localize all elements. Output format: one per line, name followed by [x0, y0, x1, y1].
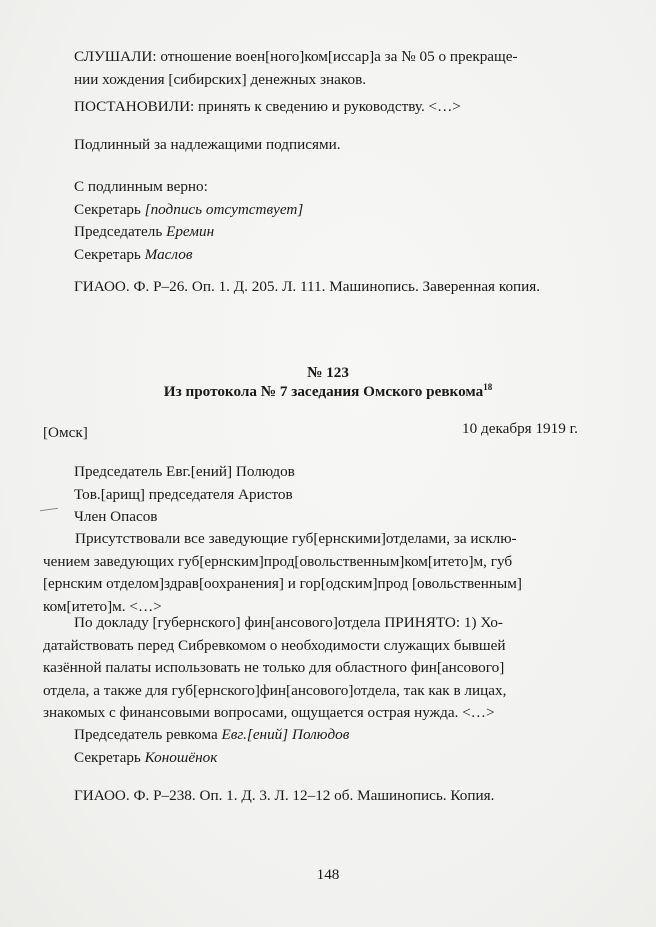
signature-revcom-secretary: Секретарь Коношёнок — [74, 748, 218, 766]
signature-revcom-chairman-name: Евг.[ений] Полюдов — [221, 726, 350, 743]
attendee-1: Председатель Евг.[ений] Полюдов — [74, 463, 295, 480]
document-title: Из протокола № 7 заседания Омского ревкома$^{18}$ — [163, 381, 493, 400]
certified-label: С подлинным верно: — [74, 178, 208, 195]
attendee-3: Член Опасов — [74, 508, 158, 526]
archive-source-2: ГИАОО. Ф. Р–238. Оп. 1. Д. 3. Л. 12–12 об. Машинопись. Копия. — [74, 787, 495, 804]
archive-source-1: ГИАОО. Ф. Р–26. Оп. 1. Д. 205. Л. 111. Машинопись. Заверенная копия. — [74, 278, 541, 295]
signature-secretary-2: Секретарь Маслов — [74, 245, 193, 263]
report-paragraph — [43, 612, 596, 725]
report-line: казённой палаты использовать не только для областного фин[ансового] — [43, 659, 505, 677]
signature-revcom-secretary-name: Коношёнок — [144, 748, 218, 766]
signature-revcom-chairman: Председатель ревкома Евг.[ений] Полюдов — [74, 726, 350, 743]
signature-chairman: Председатель Еремин — [74, 223, 215, 241]
present-paragraph — [43, 528, 596, 618]
signatures-block — [74, 724, 349, 769]
report-line: датайствовать перед Сибревкомом о необходимости служащих бывшей — [43, 636, 506, 654]
heard-paragraph — [74, 46, 594, 91]
margin-pen-mark — [40, 508, 58, 511]
authentic-note: Подлинный за надлежащими подписями. — [74, 136, 341, 153]
report-line: отдела, а также для губ[ернского]фин[ансового]отдела, так как в лицах, — [43, 681, 507, 699]
attendees-list — [74, 461, 295, 529]
present-line: чением заведующих губ[ернским]прод[овольственным]ком[итето]м, губ — [43, 552, 513, 570]
footnote-ref: 18 — [483, 381, 493, 392]
signature-chairman-name: Еремин — [166, 223, 215, 241]
heard-line-2: нии хождения [сибирских] денежных знаков. — [74, 70, 367, 88]
present-line: Присутствовали все заведующие губ[ернскими]отделами, за исклю- — [75, 530, 517, 547]
report-line: знакомых с финансовыми вопросами, ощущается острая нужда. <…> — [43, 704, 495, 722]
present-line: ком[итето]м. <…> — [43, 597, 162, 615]
present-line: [ернским отделом]здрав[оохранения] и гор[одским]прод [овольственным] — [43, 575, 522, 593]
page-number: 148 — [316, 866, 340, 883]
certification-block — [74, 176, 303, 266]
heard-line-1: СЛУШАЛИ: отношение воен[ного]ком[иссар]а за № 05 о прекраще- — [74, 48, 518, 65]
signature-secretary-1: Секретарь [подпись отсутствует] — [74, 200, 304, 218]
signature-secretary-1-name: [подпись отсутствует] — [144, 200, 304, 218]
document-date: 10 декабря 1919 г. — [462, 420, 578, 437]
attendee-2: Тов.[арищ] председателя Аристов — [74, 485, 293, 503]
resolved-paragraph: ПОСТАНОВИЛИ: принять к сведению и руководству. <…> — [74, 98, 461, 115]
report-line: По докладу [губернского] фин[ансового]отдела ПРИНЯТО: 1) Хо- — [74, 614, 503, 631]
signature-secretary-2-name: Маслов — [144, 245, 193, 263]
document-place: [Омск] — [43, 424, 88, 441]
document-number: № 123 — [307, 364, 349, 381]
